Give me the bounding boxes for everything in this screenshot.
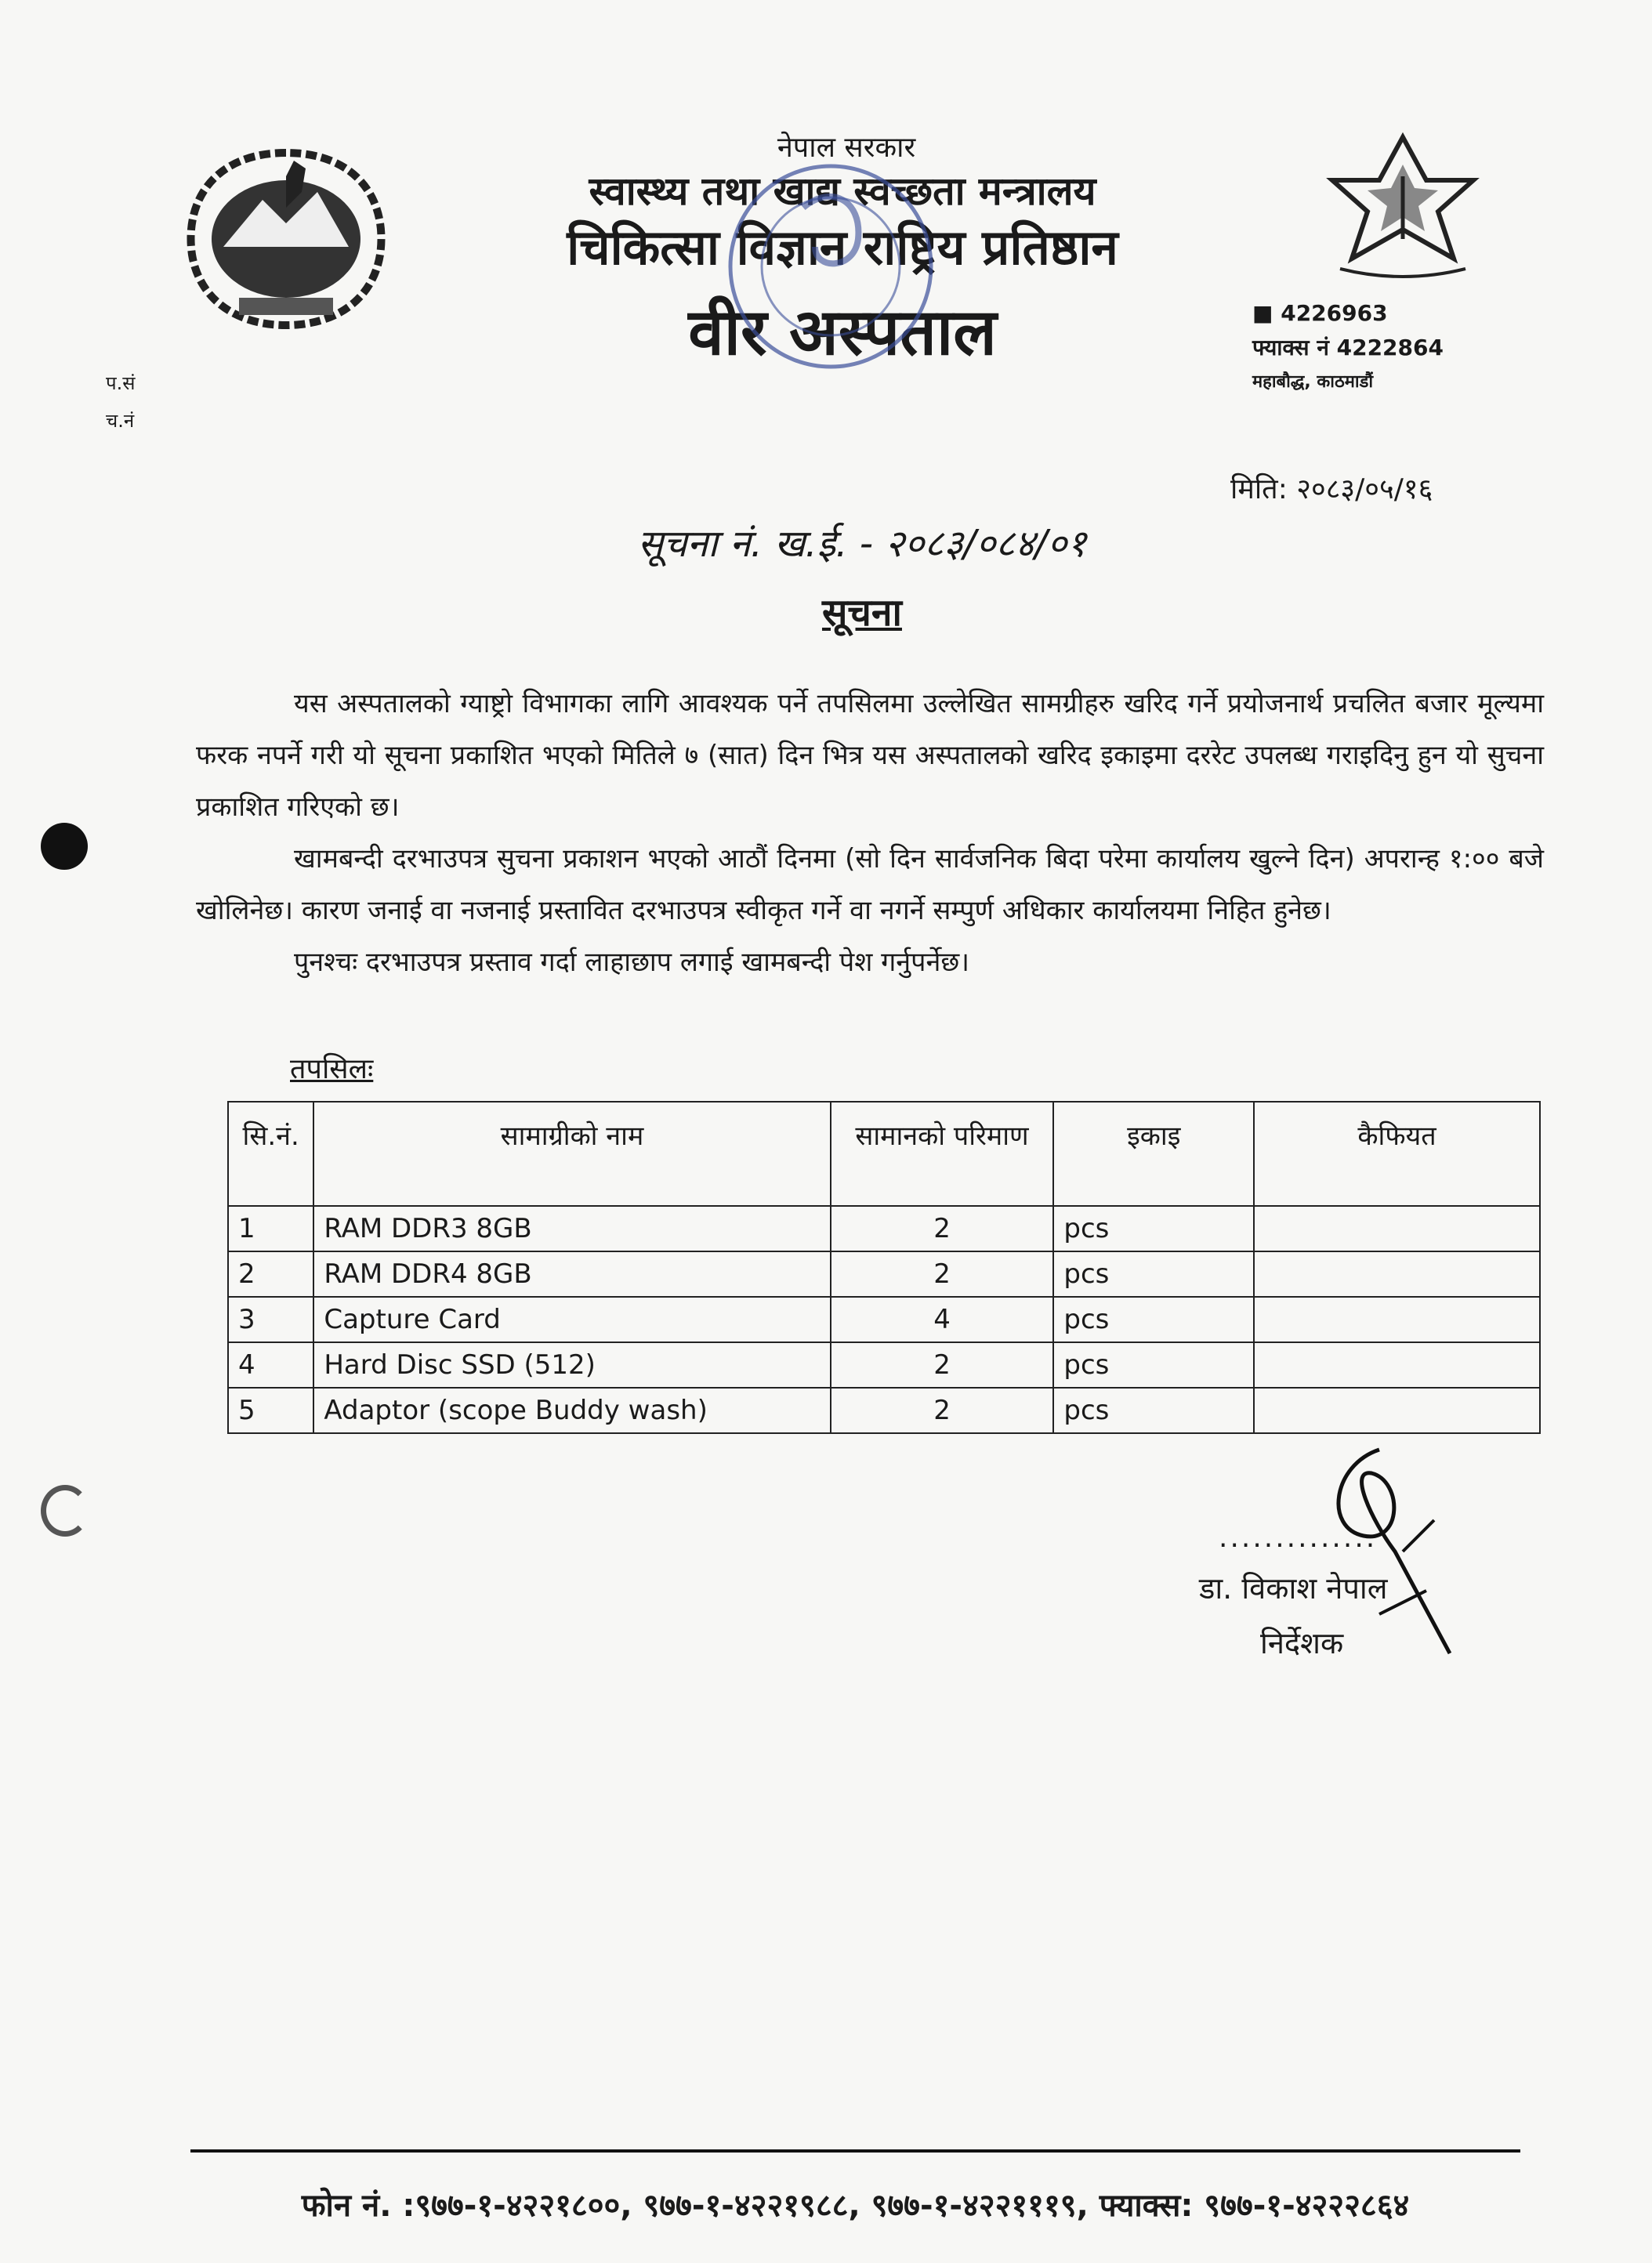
table-row bbox=[228, 1388, 1540, 1433]
cell-remarks bbox=[1254, 1388, 1540, 1433]
col-header-item-name: सामाग्रीको नाम bbox=[313, 1102, 830, 1206]
contact-block bbox=[1252, 296, 1444, 400]
cell-sn: 1 bbox=[228, 1206, 313, 1251]
cell-remarks bbox=[1254, 1206, 1540, 1251]
reference-labels bbox=[106, 364, 136, 440]
cell-item-name: Hard Disc SSD (512) bbox=[313, 1342, 830, 1388]
notice-number: सूचना नं. ख.ई. - २०८३/०८४/०१ bbox=[637, 522, 1087, 566]
nepal-emblem-icon bbox=[168, 137, 404, 341]
cell-quantity: 2 bbox=[831, 1388, 1054, 1433]
notice-title-text: सूचना bbox=[821, 591, 902, 635]
cell-sn: 5 bbox=[228, 1388, 313, 1433]
header-hospital: वीर अस्पताल bbox=[688, 295, 997, 370]
cell-quantity: 4 bbox=[831, 1297, 1054, 1342]
punch-hole bbox=[41, 823, 88, 870]
cell-remarks bbox=[1254, 1342, 1540, 1388]
cell-quantity: 2 bbox=[831, 1342, 1054, 1388]
notice-title bbox=[392, 586, 1332, 637]
cell-remarks bbox=[1254, 1297, 1540, 1342]
signatory-role: निर्देशक bbox=[1260, 1626, 1344, 1660]
col-header-remarks: कैफियत bbox=[1254, 1102, 1540, 1206]
official-stamp-icon bbox=[713, 153, 948, 380]
signatory-name: डा. विकाश नेपाल bbox=[1199, 1571, 1388, 1606]
body-paragraph-2: खामबन्दी दरभाउपत्र सुचना प्रकाशन भएको आठौं दिनमा (सो दिन सार्वजनिक बिदा परेमा कार्यालय खुल्ने दिन) अपरान्ह १:०० बजे खोलिनेछ। कारण जनाई वा नजनाई प्रस्तावित दरभाउपत्र स्वीकृत गर्ने वा नगर्ने सम्पुर्ण अधिकार कार्यालयमा निहित हुनेछ। bbox=[196, 843, 1544, 926]
cell-item-name: RAM DDR4 8GB bbox=[313, 1251, 830, 1297]
cell-sn: 4 bbox=[228, 1342, 313, 1388]
contact-phone: 4226963 bbox=[1281, 300, 1388, 326]
footer-divider bbox=[190, 2149, 1520, 2153]
items-table bbox=[227, 1101, 1541, 1434]
header-ministry: स्वास्थ्य तथा खाद्य स्वच्छता मन्त्रालय bbox=[589, 168, 1096, 214]
body-paragraph-1: यस अस्पतालको ग्याष्ट्रो विभागका लागि आवश्यक पर्ने तपसिलमा उल्लेखित सामग्रीहरु खरिद गर्ने प्रयोजनार्थ प्रचलित बजार मूल्यमा फरक नपर्ने गरी यो सूचना प्रकाशित भएको मितिले ७ (सात) दिन भित्र यस अस्पतालको खरिद इकाइमा दररेट उपलब्ध गराइदिनु हुन यो सुचना प्रकाशित गरिएको छ। bbox=[196, 688, 1544, 823]
cell-item-name: Capture Card bbox=[313, 1297, 830, 1342]
cell-item-name: RAM DDR3 8GB bbox=[313, 1206, 830, 1251]
schedule-label: तपसिलः bbox=[290, 1053, 374, 1085]
punch-hole bbox=[41, 1485, 89, 1537]
phone-icon: ■ bbox=[1252, 300, 1273, 326]
table-header-row bbox=[228, 1102, 1540, 1206]
contact-fax: फ्याक्स नं 4222864 bbox=[1252, 335, 1444, 360]
ref-cn: च.नं bbox=[106, 410, 135, 432]
signature-line: .............. bbox=[1219, 1522, 1378, 1554]
cell-unit: pcs bbox=[1053, 1297, 1254, 1342]
cell-quantity: 2 bbox=[831, 1206, 1054, 1251]
cell-unit: pcs bbox=[1053, 1206, 1254, 1251]
table-row bbox=[228, 1342, 1540, 1388]
table-row bbox=[228, 1206, 1540, 1251]
ref-ps: प.सं bbox=[106, 372, 136, 394]
cell-sn: 2 bbox=[228, 1251, 313, 1297]
col-header-sn: सि.नं. bbox=[228, 1102, 313, 1206]
cell-remarks bbox=[1254, 1251, 1540, 1297]
table-row bbox=[228, 1251, 1540, 1297]
cell-quantity: 2 bbox=[831, 1251, 1054, 1297]
cell-unit: pcs bbox=[1053, 1342, 1254, 1388]
cell-sn: 3 bbox=[228, 1297, 313, 1342]
cell-unit: pcs bbox=[1053, 1251, 1254, 1297]
header-academy: चिकित्सा विज्ञान राष्ट्रिय प्रतिष्ठान bbox=[567, 219, 1118, 276]
cell-unit: pcs bbox=[1053, 1388, 1254, 1433]
notice-body bbox=[196, 678, 1544, 988]
contact-address: महाबौद्ध, काठमाडौं bbox=[1252, 372, 1374, 392]
hospital-logo-icon bbox=[1317, 129, 1489, 286]
body-paragraph-3: पुनश्चः दरभाउपत्र प्रस्ताव गर्दा लाहाछाप लगाई खामबन्दी पेश गर्नुपर्नेछ। bbox=[294, 947, 970, 978]
table-row bbox=[228, 1297, 1540, 1342]
header-government: नेपाल सरकार bbox=[777, 132, 916, 164]
col-header-quantity: सामानको परिमाण bbox=[831, 1102, 1054, 1206]
notice-date: मिति: २०८३/०५/१६ bbox=[1230, 473, 1433, 505]
col-header-unit: इकाइ bbox=[1053, 1102, 1254, 1206]
cell-item-name: Adaptor (scope Buddy wash) bbox=[313, 1388, 830, 1433]
footer-contact: फोन नं. :९७७-१-४२२१८००, ९७७-१-४२२१९८८, ९७७-१-४२२१११९, फ्याक्स: ९७७-१-४२२२८६४ bbox=[301, 2188, 1410, 2224]
